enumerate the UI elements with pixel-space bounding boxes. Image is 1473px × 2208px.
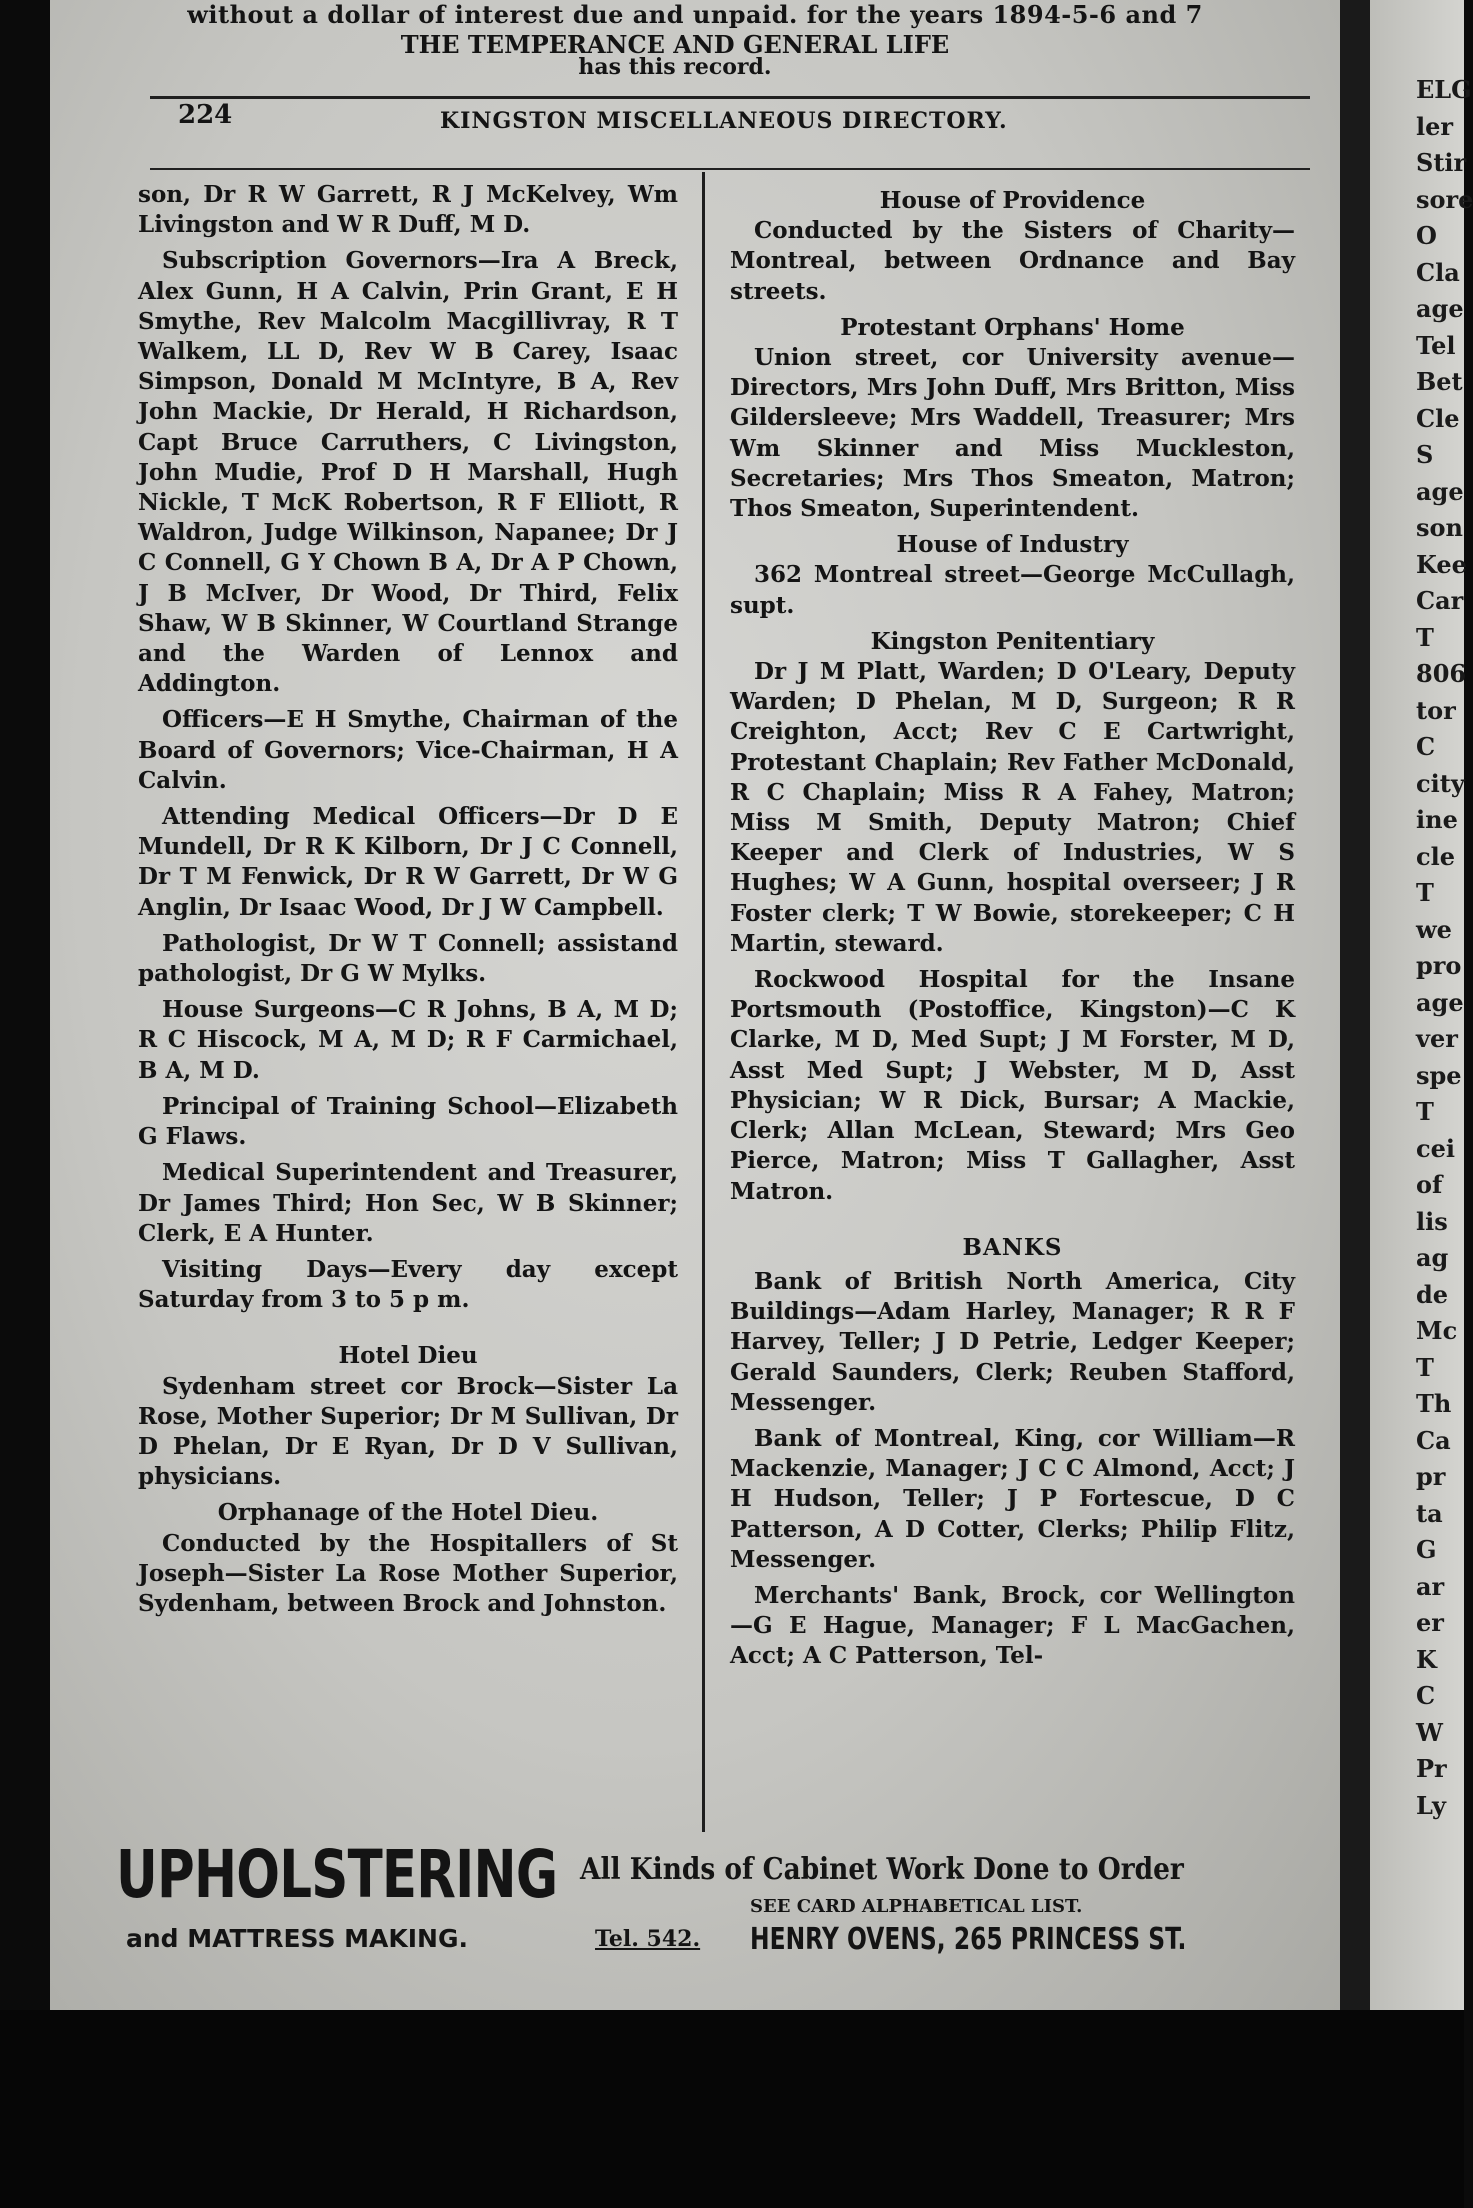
adjacent-page-fragment: ta <box>1416 1498 1443 1528</box>
page-gutter <box>1340 0 1370 2010</box>
adjacent-page-fragment: C <box>1416 1681 1436 1710</box>
adjacent-page-fragment: O <box>1416 221 1437 250</box>
adjacent-page-fragment: Stir <box>1416 148 1467 177</box>
ad-henry-ovens: HENRY OVENS, 265 PRINCESS ST. <box>750 1922 1187 1957</box>
scan-bottom-margin <box>0 2010 1464 2208</box>
entry-medical-superintendent: Medical Superintendent and Treasurer, Dr James Third; Hon Sec, W B Skinner; Clerk, E A Hunter. <box>138 1159 678 1247</box>
adjacent-page-fragment: S <box>1416 440 1434 469</box>
adjacent-page-fragment: sore <box>1416 184 1473 214</box>
heading-hotel-dieu: Hotel Dieu <box>338 1342 478 1370</box>
adjacent-page-fragment: ine <box>1416 805 1458 834</box>
ad-see-card: SEE CARD ALPHABETICAL LIST. <box>750 1896 1083 1917</box>
header-rule <box>150 168 1310 170</box>
adjacent-page-fragment: ver <box>1416 1024 1458 1053</box>
top-rule <box>150 96 1310 99</box>
adjacent-page-fragment: cle <box>1416 841 1455 871</box>
adjacent-page-fragment: er <box>1416 1608 1444 1637</box>
adjacent-page-fragment: T <box>1416 622 1434 652</box>
adjacent-page-fragment: tor <box>1416 695 1456 725</box>
banner-line-1: without a dollar of interest due and unpaid. for the years 1894-5-6 and 7 <box>187 0 1203 29</box>
adjacent-page-fragment: Pr <box>1416 1754 1447 1783</box>
left-column <box>138 180 678 1625</box>
adjacent-page-fragment: Kee <box>1416 549 1467 579</box>
entry-hotel-dieu: Sydenham street cor Brock—Sister La Rose, Mother Superior; Dr M Sullivan, Dr D Phelan, Dr E Ryan, Dr D V Sullivan, physicians. <box>138 1372 678 1491</box>
heading-house-of-industry: House of Industry <box>896 531 1129 559</box>
entry-attending-medical-officers: Attending Medical Officers—Dr D E Mundell, Dr R K Kilborn, Dr J C Connell, Dr T M Fenwick, Dr R W Garrett, Dr W G Anglin, Dr Isaac Wood, Dr J W Campbell. <box>138 803 678 921</box>
adjacent-page-fragment: Cle <box>1416 403 1460 433</box>
adjacent-page-fragment: Th <box>1416 1389 1452 1418</box>
adjacent-page-fragment: Cla <box>1416 257 1460 287</box>
banner-line-2: THE TEMPERANCE AND GENERAL LIFE <box>400 30 950 59</box>
adjacent-page-fragment: T <box>1416 1097 1434 1126</box>
heading-orphanage: Orphanage of the Hotel Dieu. <box>217 1499 599 1527</box>
directory-page <box>50 0 1340 2010</box>
entry-protestant-orphans-home: Union street, cor University avenue—Directors, Mrs John Duff, Mrs Britton, Miss Gildersleeve; Mrs Waddell, Treasurer; Mrs Wm Skinner and Miss Muckleston, Secretaries; Mrs Thos Smeaton, Matron; Thos Smeaton, Superintendent. <box>730 344 1295 523</box>
heading-kingston-penitentiary: Kingston Penitentiary <box>870 627 1155 655</box>
adjacent-page-edge <box>1370 0 1473 2010</box>
adjacent-page-fragment: Ca <box>1416 1425 1451 1455</box>
entry-officers: Officers—E H Smythe, Chairman of the Board of Governors; Vice-Chairman, H A Calvin. <box>138 706 678 794</box>
running-head: KINGSTON MISCELLANEOUS DIRECTORY. <box>440 108 1008 134</box>
entry-house-of-industry: 362 Montreal street—George McCullagh, supt. <box>730 561 1295 619</box>
column-divider <box>702 172 705 1832</box>
entry-house-surgeons: House Surgeons—C R Johns, B A, M D; R C Hiscock, M A, M D; R F Carmichael, B A, M D. <box>138 996 678 1084</box>
adjacent-page-fragment: pro <box>1416 951 1462 980</box>
adjacent-page-fragment: son <box>1416 513 1463 542</box>
adjacent-page-fragment: Car <box>1416 586 1464 615</box>
ad-mattress-making: and MATTRESS MAKING. <box>126 1924 468 1953</box>
adjacent-page-fragment: city <box>1416 768 1465 798</box>
adjacent-page-fragment: pr <box>1416 1462 1446 1491</box>
entry-house-of-providence: Conducted by the Sisters of Charity—Montreal, between Ordnance and Bay streets. <box>730 217 1295 305</box>
adjacent-page-fragment: of <box>1416 1170 1443 1199</box>
entry-bank-british-north-america: Bank of British North America, City Buildings—Adam Harley, Manager; R R F Harvey, Teller; J D Petrie, Ledger Keeper; Gerald Saunders, Clerk; Reuben Stafford, Messenger. <box>730 1267 1295 1416</box>
advertisement <box>50 1836 1340 2006</box>
adjacent-page-fragment: age <box>1416 987 1464 1017</box>
entry-continued: son, Dr R W Garrett, R J McKelvey, Wm Livingston and W R Duff, M D. <box>138 181 678 239</box>
heading-house-of-providence: House of Providence <box>879 187 1146 214</box>
ad-cabinet-work: All Kinds of Cabinet Work Done to Order <box>580 1852 1184 1887</box>
adjacent-page-fragment: lis <box>1416 1206 1448 1236</box>
entry-subscription-governors: Subscription Governors—Ira A Breck, Alex Gunn, H A Calvin, Prin Grant, E H Smythe, Rev Malcolm Macgillivray, R T Walkem, LL D, Rev W B Carey, Isaac Simpson, Donald M McIntyre, B A, Rev John Mackie, Dr Herald, H Richardson, Capt Bruce Carruthers, C Livingston, John Mudie, Prof D H Marshall, Hugh Nickle, T McK Robertson, R F Elliott, R Waldron, Judge Wilkinson, Napanee; Dr J C Connell, G Y Chown B A, Dr A P Chown, J B McIver, Dr Wood, Dr Third, Felix Shaw, W B Skinner, W Courtland Strange and the Warden of Lennox and Addington. <box>138 247 678 698</box>
adjacent-page-fragment: ar <box>1416 1571 1445 1601</box>
ad-telephone: Tel. 542. <box>595 1926 701 1952</box>
ad-upholstering: UPHOLSTERING <box>116 1836 558 1913</box>
heading-protestant-orphans-home: Protestant Orphans' Home <box>840 313 1185 341</box>
entry-orphanage: Conducted by the Hospitallers of St Joseph—Sister La Rose Mother Superior, Sydenham, between Brock and Johnston. <box>138 1529 678 1617</box>
entry-rockwood-hospital: Rockwood Hospital for the Insane Portsmouth (Postoffice, Kingston)—C K Clarke, M D, Med Supt; J M Forster, M D, Asst Med Supt; J Webster, M D, Asst Physician; W R Dick, Bursar; A Mackie, Clerk; Allan McLean, Steward; Mrs Geo Pierce, Matron; Miss T Gallagher, Asst Matron. <box>730 966 1295 1205</box>
entry-merchants-bank: Merchants' Bank, Brock, cor Wellington—G E Hague, Manager; F L MacGachen, Acct; A C Patterson, Tel- <box>730 1581 1295 1670</box>
adjacent-page-fragment: W <box>1416 1717 1443 1747</box>
adjacent-page-fragment: T <box>1416 878 1434 907</box>
adjacent-page-fragment: T <box>1416 1352 1434 1382</box>
page-number: 224 <box>178 100 233 130</box>
adjacent-page-fragment: G <box>1416 1535 1437 1564</box>
entry-kingston-penitentiary: Dr J M Platt, Warden; D O'Leary, Deputy Warden; D Phelan, M D, Surgeon; R R Creighton, Acct; Rev C E Cartwright, Protestant Chaplain; Rev Father McDonald, R C Chaplain; Miss R A Fahey, Matron; Miss M Smith, Deputy Matron; Chief Keeper and Clerk of Industries, W S Hughes; W A Gunn, hospital overseer; J R Foster clerk; T W Bowie, storekeeper; C H Martin, steward. <box>730 658 1295 957</box>
adjacent-page-fragment: C <box>1416 732 1436 761</box>
adjacent-page-fragment: de <box>1416 1279 1449 1309</box>
adjacent-page-fragment: K <box>1416 1644 1437 1674</box>
adjacent-page-fragment: ler <box>1416 111 1454 141</box>
heading-banks: BANKS <box>962 1233 1063 1261</box>
adjacent-page-fragment: cei <box>1416 1133 1455 1163</box>
adjacent-page-fragment: Ly <box>1416 1790 1446 1820</box>
right-column <box>730 186 1295 1678</box>
adjacent-page-fragment: age <box>1416 294 1464 323</box>
banner-line-3: has this record. <box>578 54 772 80</box>
adjacent-page-fragment: 806 <box>1416 659 1467 688</box>
entry-training-school: Principal of Training School—Elizabeth G Flaws. <box>138 1092 678 1151</box>
adjacent-page-fragment: age <box>1416 476 1464 506</box>
entry-pathologist: Pathologist, Dr W T Connell; assistand pathologist, Dr G W Mylks. <box>138 929 678 988</box>
adjacent-page-fragment: Tel <box>1416 330 1456 360</box>
entry-bank-of-montreal: Bank of Montreal, King, cor William—R Mackenzie, Manager; J C C Almond, Acct; J H Hudson, Teller; J P Fortescue, D C Patterson, A D Cotter, Clerks; Philip Flitz, Messenger. <box>730 1424 1295 1573</box>
adjacent-page-fragment: Mc <box>1416 1316 1458 1345</box>
adjacent-page-fragment: spe <box>1416 1060 1462 1090</box>
adjacent-page-fragment: ELG <box>1416 75 1472 104</box>
adjacent-page-fragment: we <box>1416 914 1452 944</box>
entry-visiting-days: Visiting Days—Every day except Saturday from 3 to 5 p m. <box>138 1255 678 1314</box>
adjacent-page-fragment: ag <box>1416 1243 1449 1272</box>
adjacent-page-fragment: Bet <box>1416 367 1463 396</box>
